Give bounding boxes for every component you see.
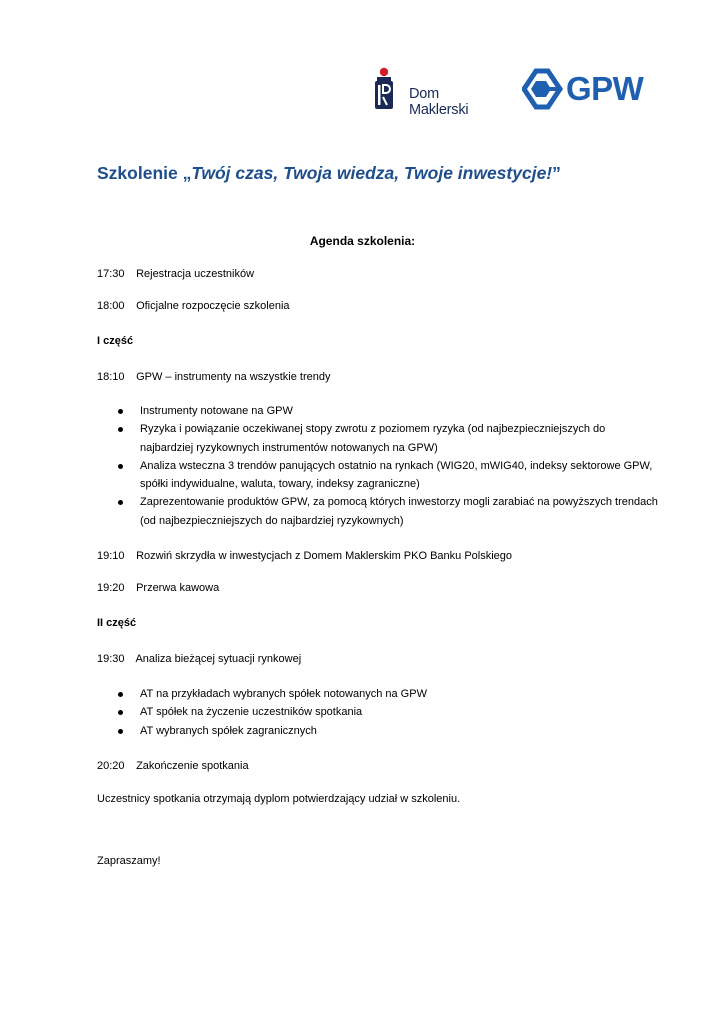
agenda-item-closing — [97, 758, 249, 774]
list-item: Ryzyka i powiązanie oczekiwanej stopy zwrotu z poziomem ryzyka (od najbezpieczniejszych do najbardziej ryzykownych instrumentów notowanych na GPW) — [116, 420, 660, 457]
item-text: Zakończenie spotkania — [136, 760, 249, 772]
time: 19:30 — [97, 653, 125, 665]
title-prefix: Szkolenie „ — [97, 163, 192, 183]
list-item: Analiza wsteczna 3 trendów panujących ostatnio na rynkach (WIG20, mWIG40, indeksy sektorowe GPW, spółki indywidualne, waluta, towary, indeksy zagraniczne) — [116, 457, 660, 494]
pko-dom-maklerski-logo — [371, 67, 501, 118]
time: 19:10 — [97, 550, 125, 562]
list-item: Zaprezentowanie produktów GPW, za pomocą których inwestorzy mogli zarabiać na powyższych trendach (od najbezpieczniejszych do najbardziej ryzykownych) — [116, 493, 660, 530]
time: 17:30 — [97, 268, 125, 280]
agenda-heading: Agenda szkolenia: — [309, 234, 416, 248]
list-item: AT wybranych spółek zagranicznych — [116, 722, 660, 740]
title-suffix: ” — [552, 163, 561, 183]
diploma-note: Uczestnicy spotkania otrzymają dyplom potwierdzający udział w szkoleniu. — [97, 793, 461, 805]
item-text: Rozwiń skrzydła w inwestycjach z Domem Maklerskim PKO Banku Polskiego — [136, 550, 513, 562]
agenda-item-analysis — [97, 651, 301, 667]
part-1-bullet-list — [116, 402, 660, 530]
gpw-logo-text: GPW — [566, 70, 644, 107]
list-item: AT spółek na życzenie uczestników spotkania — [116, 703, 660, 721]
agenda-item-registration — [97, 266, 254, 282]
part-2-label: II część — [97, 617, 137, 629]
list-item: AT na przykładach wybranych spółek notowanych na GPW — [116, 685, 660, 703]
time: 18:00 — [97, 300, 125, 312]
item-text: Oficjalne rozpoczęcie szkolenia — [136, 300, 290, 312]
item-text: Rejestracja uczestników — [136, 268, 255, 280]
part-2-bullet-list — [116, 685, 660, 740]
gpw-logo — [522, 68, 650, 110]
agenda-item-opening — [97, 298, 290, 314]
time: 18:10 — [97, 371, 125, 383]
document-title — [97, 163, 561, 184]
pko-emblem-icon — [371, 67, 405, 111]
agenda-item-coffee-break — [97, 580, 219, 596]
time: 19:20 — [97, 582, 125, 594]
item-text: GPW – instrumenty na wszystkie trendy — [136, 371, 331, 383]
part-1-label: I część — [97, 335, 134, 347]
pko-logo-text: Dom Maklerski — [409, 86, 469, 118]
item-text: Analiza bieżącej sytuacji rynkowej — [135, 653, 302, 665]
title-italic: Twój czas, Twoja wiedza, Twoje inwestycje! — [191, 163, 553, 183]
gpw-emblem-icon — [522, 68, 566, 110]
time: 20:20 — [97, 760, 125, 772]
invitation-text: Zapraszamy! — [97, 855, 161, 867]
agenda-item-pko-session — [97, 548, 512, 564]
agenda-item-gpw-session — [97, 369, 330, 385]
list-item: Instrumenty notowane na GPW — [116, 402, 660, 420]
item-text: Przerwa kawowa — [136, 582, 220, 594]
